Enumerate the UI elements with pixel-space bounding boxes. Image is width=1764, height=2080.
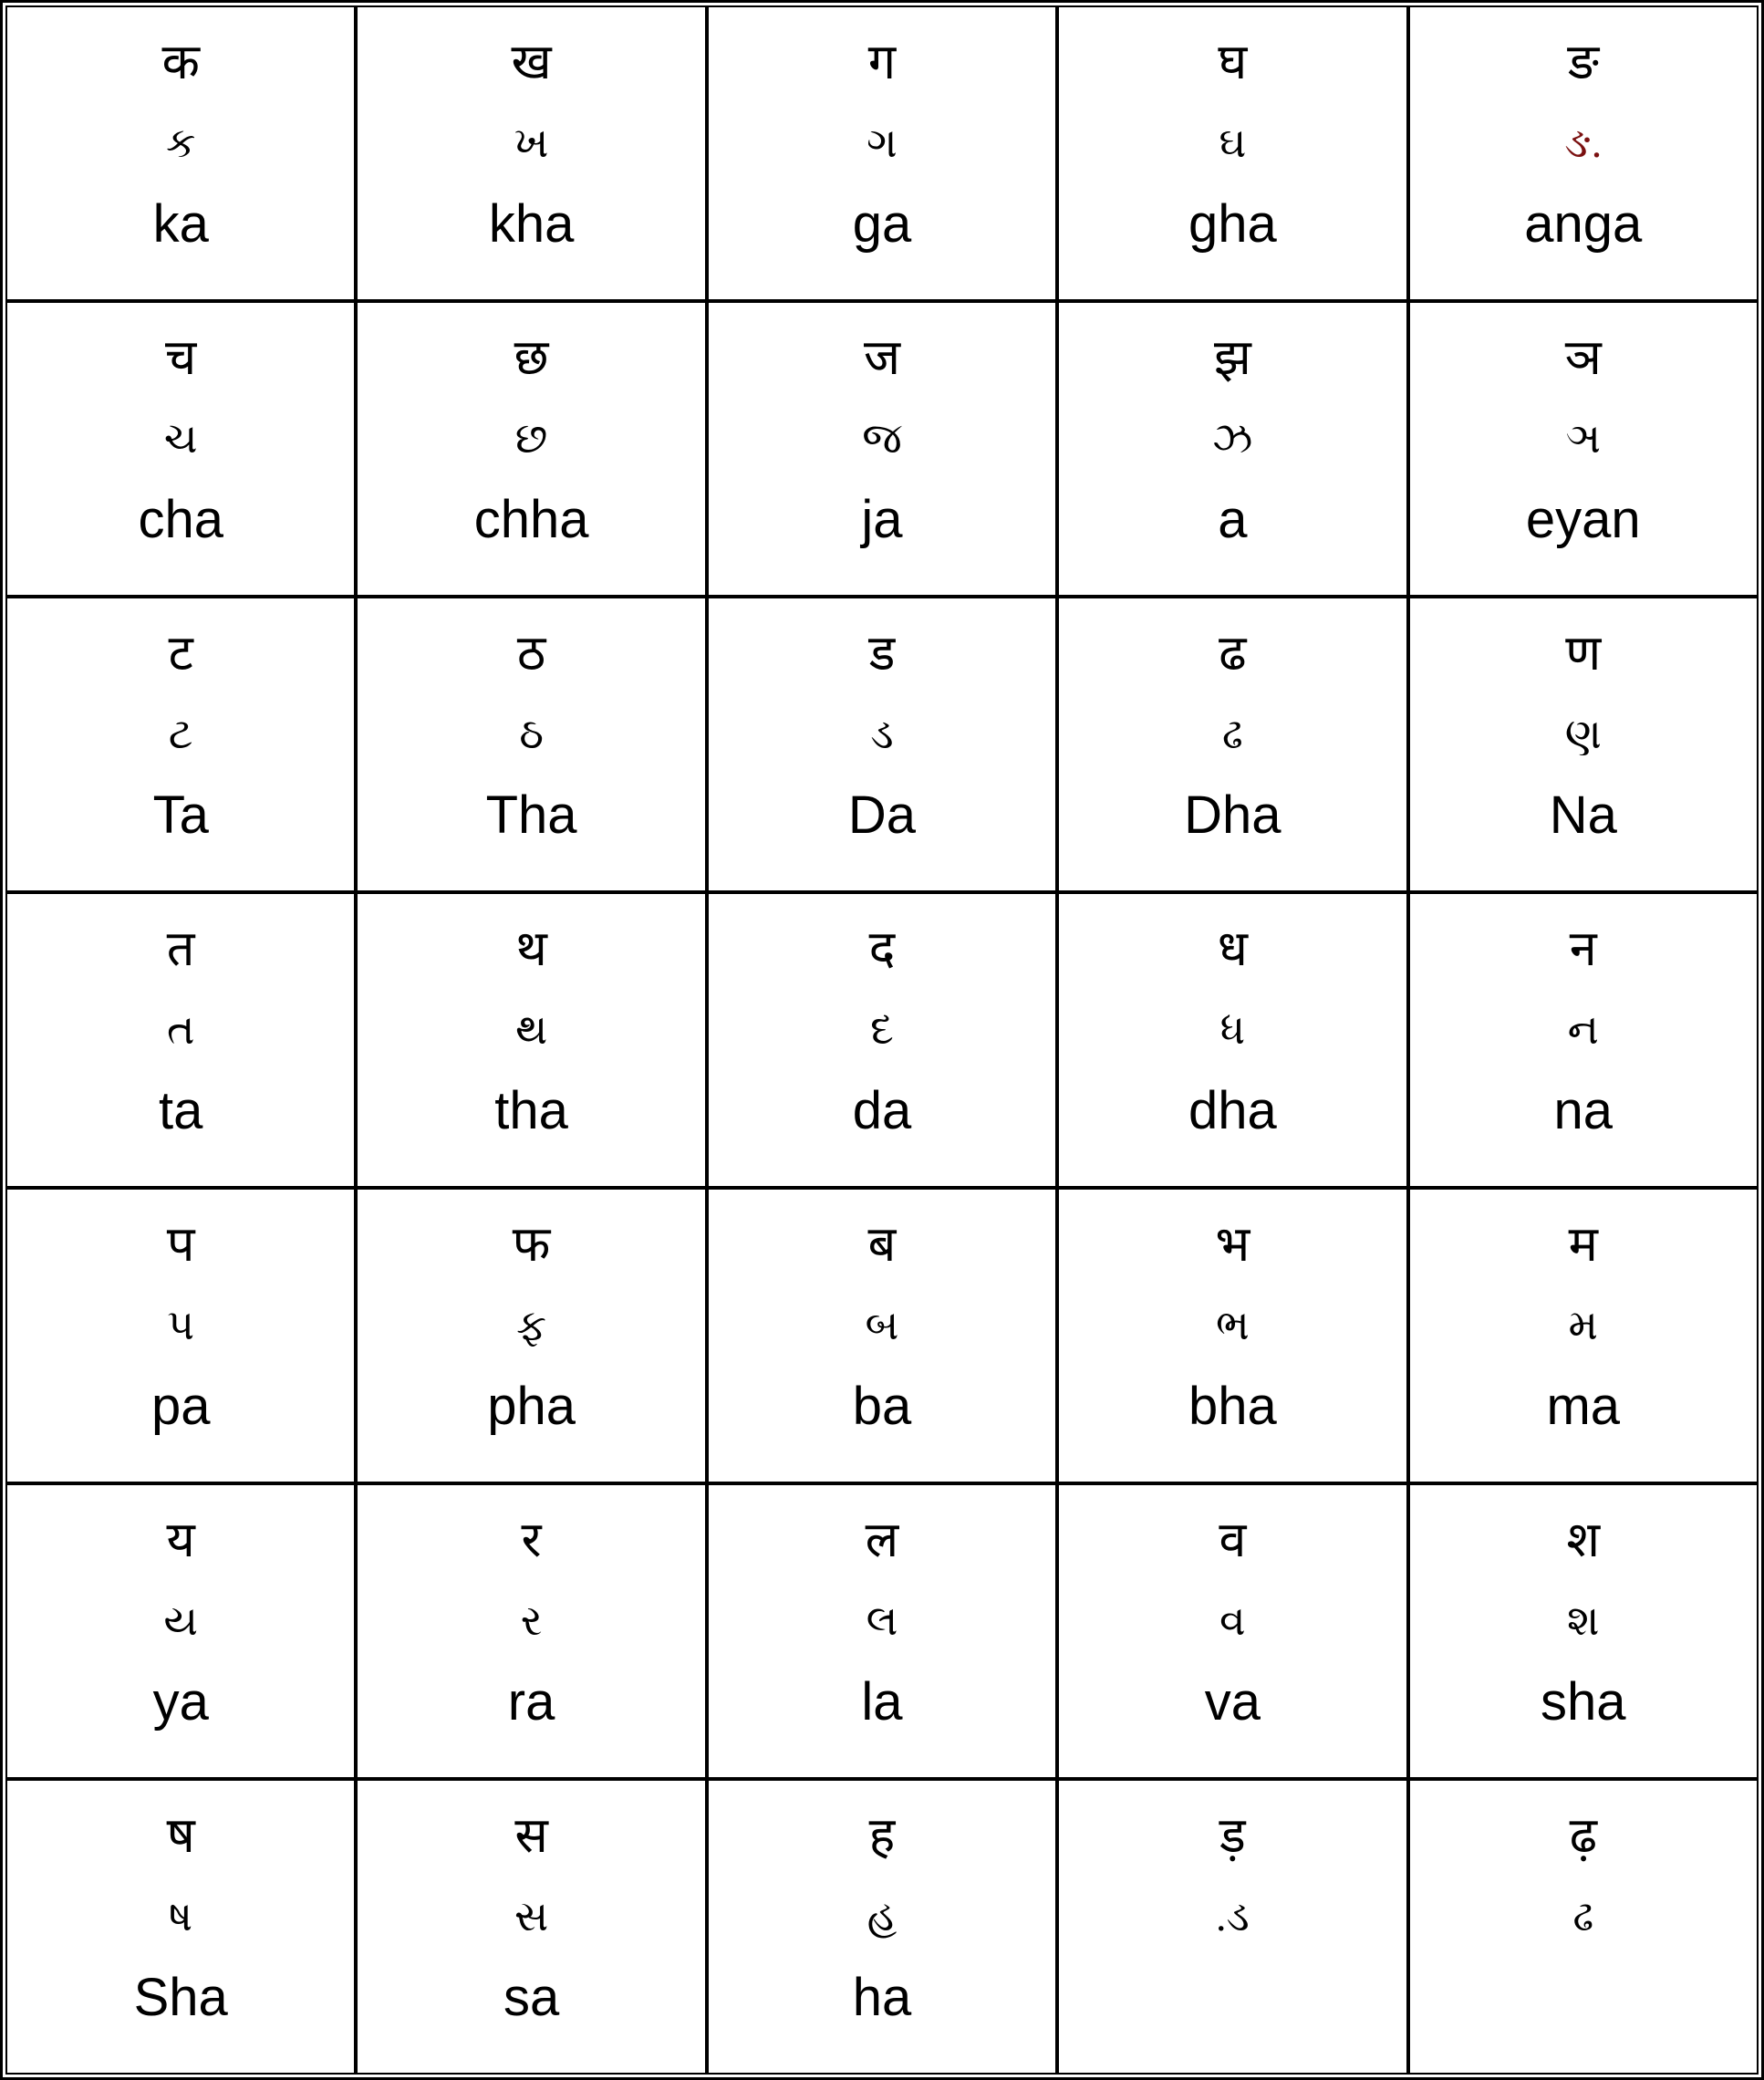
table-cell — [356, 597, 706, 892]
table-cell — [1408, 5, 1759, 301]
table-cell — [707, 301, 1057, 597]
devanagari-char: घ — [1218, 35, 1248, 89]
roman-label: gha — [1188, 194, 1277, 254]
table-cell — [707, 1188, 1057, 1483]
table-cell — [5, 301, 356, 597]
gujarati-char: ઠ — [519, 711, 544, 757]
table-cell — [5, 892, 356, 1188]
gujarati-char: શ — [1567, 1597, 1600, 1644]
table-cell — [356, 1779, 706, 2075]
gujarati-char: ટ — [168, 711, 193, 757]
devanagari-char: प — [166, 1217, 195, 1272]
gujarati-char: ધ — [1219, 1006, 1246, 1053]
roman-label: cha — [138, 490, 223, 549]
roman-label: ka — [152, 194, 209, 254]
table-cell — [356, 1188, 706, 1483]
roman-label: la — [861, 1672, 903, 1732]
roman-label: na — [1553, 1081, 1614, 1140]
table-cell — [1408, 892, 1759, 1188]
devanagari-char: ज — [863, 330, 901, 385]
roman-label: tha — [494, 1081, 568, 1140]
devanagari-char: म — [1568, 1217, 1598, 1272]
table-cell — [5, 597, 356, 892]
devanagari-char: न — [1569, 921, 1597, 976]
devanagari-char: ल — [865, 1513, 899, 1567]
gujarati-char: મ — [1568, 1302, 1599, 1348]
gujarati-char: ઢ — [1221, 711, 1243, 757]
table-cell — [707, 1483, 1057, 1779]
gujarati-char: થ — [514, 1006, 548, 1053]
devanagari-char: य — [166, 1513, 195, 1567]
table-cell — [5, 1779, 356, 2075]
roman-label: dha — [1188, 1081, 1277, 1140]
roman-label: eyan — [1525, 490, 1641, 549]
devanagari-char: ख — [511, 35, 552, 89]
table-cell — [1057, 1188, 1407, 1483]
roman-label: Sha — [133, 1968, 228, 2027]
roman-label: a — [1218, 490, 1248, 549]
devanagari-char: क — [161, 35, 200, 89]
gujarati-char: સ — [514, 1893, 549, 1940]
table-cell — [356, 5, 706, 301]
roman-label: ha — [852, 1968, 912, 2027]
roman-label — [1410, 1956, 1757, 2040]
roman-label: ga — [852, 194, 912, 254]
devanagari-char: ड — [868, 626, 896, 681]
roman-label: bha — [1188, 1377, 1277, 1436]
roman-label: Tha — [485, 785, 577, 845]
table-cell — [1408, 597, 1759, 892]
devanagari-char: श — [1566, 1513, 1601, 1567]
table-cell — [1057, 301, 1407, 597]
table-row — [5, 892, 1759, 1188]
table-row — [5, 1483, 1759, 1779]
gujarati-char: જ — [862, 415, 902, 462]
devanagari-char: ड़ — [1219, 1808, 1246, 1863]
devanagari-char: स — [514, 1808, 548, 1863]
roman-label: ma — [1546, 1377, 1621, 1436]
devanagari-char: ष — [166, 1808, 195, 1863]
gujarati-char: ભ — [1215, 1302, 1250, 1348]
table-row — [5, 5, 1759, 301]
gujarati-char: છ — [514, 415, 548, 462]
gujarati-char: .ડ — [1215, 1893, 1250, 1940]
gujarati-char: ણ — [1564, 711, 1602, 757]
devanagari-char: फ — [512, 1217, 551, 1272]
roman-label: ra — [507, 1672, 555, 1732]
devanagari-char: र — [521, 1513, 542, 1567]
table-cell — [5, 1483, 356, 1779]
gujarati-char: હ — [866, 1893, 898, 1940]
roman-label: ya — [152, 1672, 209, 1732]
roman-label: sa — [503, 1968, 560, 2027]
table-cell — [707, 892, 1057, 1188]
table-cell — [1057, 892, 1407, 1188]
gujarati-char: વ — [1219, 1597, 1246, 1644]
gujarati-char: બ — [865, 1302, 899, 1348]
gujarati-char: ઙ. — [1564, 120, 1603, 166]
table-cell — [5, 1188, 356, 1483]
roman-label: pha — [487, 1377, 576, 1436]
roman-label: ta — [159, 1081, 203, 1140]
table-cell — [707, 597, 1057, 892]
table-cell — [707, 1779, 1057, 2075]
roman-label: sha — [1541, 1672, 1626, 1732]
gujarati-char: ઞ — [1565, 415, 1601, 462]
roman-label: ba — [852, 1377, 912, 1436]
devanagari-char: झ — [1213, 330, 1251, 385]
devanagari-char: ग — [867, 35, 897, 89]
devanagari-char: ढ — [1219, 626, 1247, 681]
roman-label: chha — [473, 490, 589, 549]
gujarati-char: ર — [520, 1597, 543, 1644]
gujarati-char: લ — [866, 1597, 898, 1644]
gujarati-char: ત — [166, 1006, 195, 1053]
table-cell — [1057, 597, 1407, 892]
table-row — [5, 1188, 1759, 1483]
devanagari-char: ट — [168, 626, 193, 681]
devanagari-char: त — [166, 921, 195, 976]
devanagari-char: ढ़ — [1569, 1808, 1597, 1863]
gujarati-char: ન — [1567, 1006, 1599, 1053]
table-body — [5, 5, 1759, 2075]
devanagari-char: ब — [867, 1217, 897, 1272]
table-cell — [1408, 301, 1759, 597]
gujarati-char: પ — [167, 1302, 195, 1348]
gujarati-char: ખ — [514, 120, 549, 166]
gujarati-char: ચ — [163, 415, 198, 462]
devanagari-char: ह — [868, 1808, 896, 1863]
table-row — [5, 597, 1759, 892]
table-cell — [1057, 1483, 1407, 1779]
table-cell — [1408, 1779, 1759, 2075]
table-cell — [356, 1483, 706, 1779]
roman-label: kha — [488, 194, 575, 254]
roman-label: pa — [150, 1377, 211, 1436]
roman-label: da — [852, 1081, 912, 1140]
table-cell — [356, 892, 706, 1188]
roman-label — [1059, 1956, 1406, 2040]
roman-label: Ta — [152, 785, 209, 845]
gujarati-char: ડ — [870, 711, 894, 757]
table-cell — [356, 301, 706, 597]
table-cell — [707, 5, 1057, 301]
table-cell — [1408, 1188, 1759, 1483]
devanagari-char: ध — [1217, 921, 1248, 976]
devanagari-char: च — [165, 330, 197, 385]
devanagari-char: ण — [1565, 626, 1602, 681]
roman-label: Na — [1549, 785, 1617, 845]
gujarati-char: ફ — [516, 1302, 547, 1348]
roman-label: anga — [1524, 194, 1643, 254]
gujarati-char: ક — [165, 120, 196, 166]
roman-label: va — [1204, 1672, 1261, 1732]
devanagari-char: भ — [1215, 1217, 1250, 1272]
gujarati-char: ઢ — [1572, 1893, 1594, 1940]
devanagari-char: थ — [515, 921, 547, 976]
devanagari-char: द — [868, 921, 896, 976]
devanagari-char: ञ — [1564, 330, 1602, 385]
gujarati-char: ય — [163, 1597, 199, 1644]
gujarati-char: ઘ — [1219, 120, 1247, 166]
devanagari-char: व — [1219, 1513, 1247, 1567]
table-row — [5, 1779, 1759, 2075]
gujarati-char: ગ — [866, 120, 898, 166]
gujarati-char: ષ — [169, 1893, 193, 1940]
devanagari-char: ठ — [516, 626, 546, 681]
gujarati-char: દ — [870, 1006, 894, 1053]
gujarati-char: ઝ — [1212, 415, 1253, 462]
table-cell — [5, 5, 356, 301]
roman-label: Dha — [1184, 785, 1281, 845]
devanagari-char: ङ — [1567, 35, 1599, 89]
devanagari-char: छ — [514, 330, 549, 385]
table-row — [5, 301, 1759, 597]
table-cell — [1057, 5, 1407, 301]
table-cell — [1408, 1483, 1759, 1779]
roman-label: ja — [861, 490, 903, 549]
table-cell — [1057, 1779, 1407, 2075]
roman-label: Da — [847, 785, 917, 845]
